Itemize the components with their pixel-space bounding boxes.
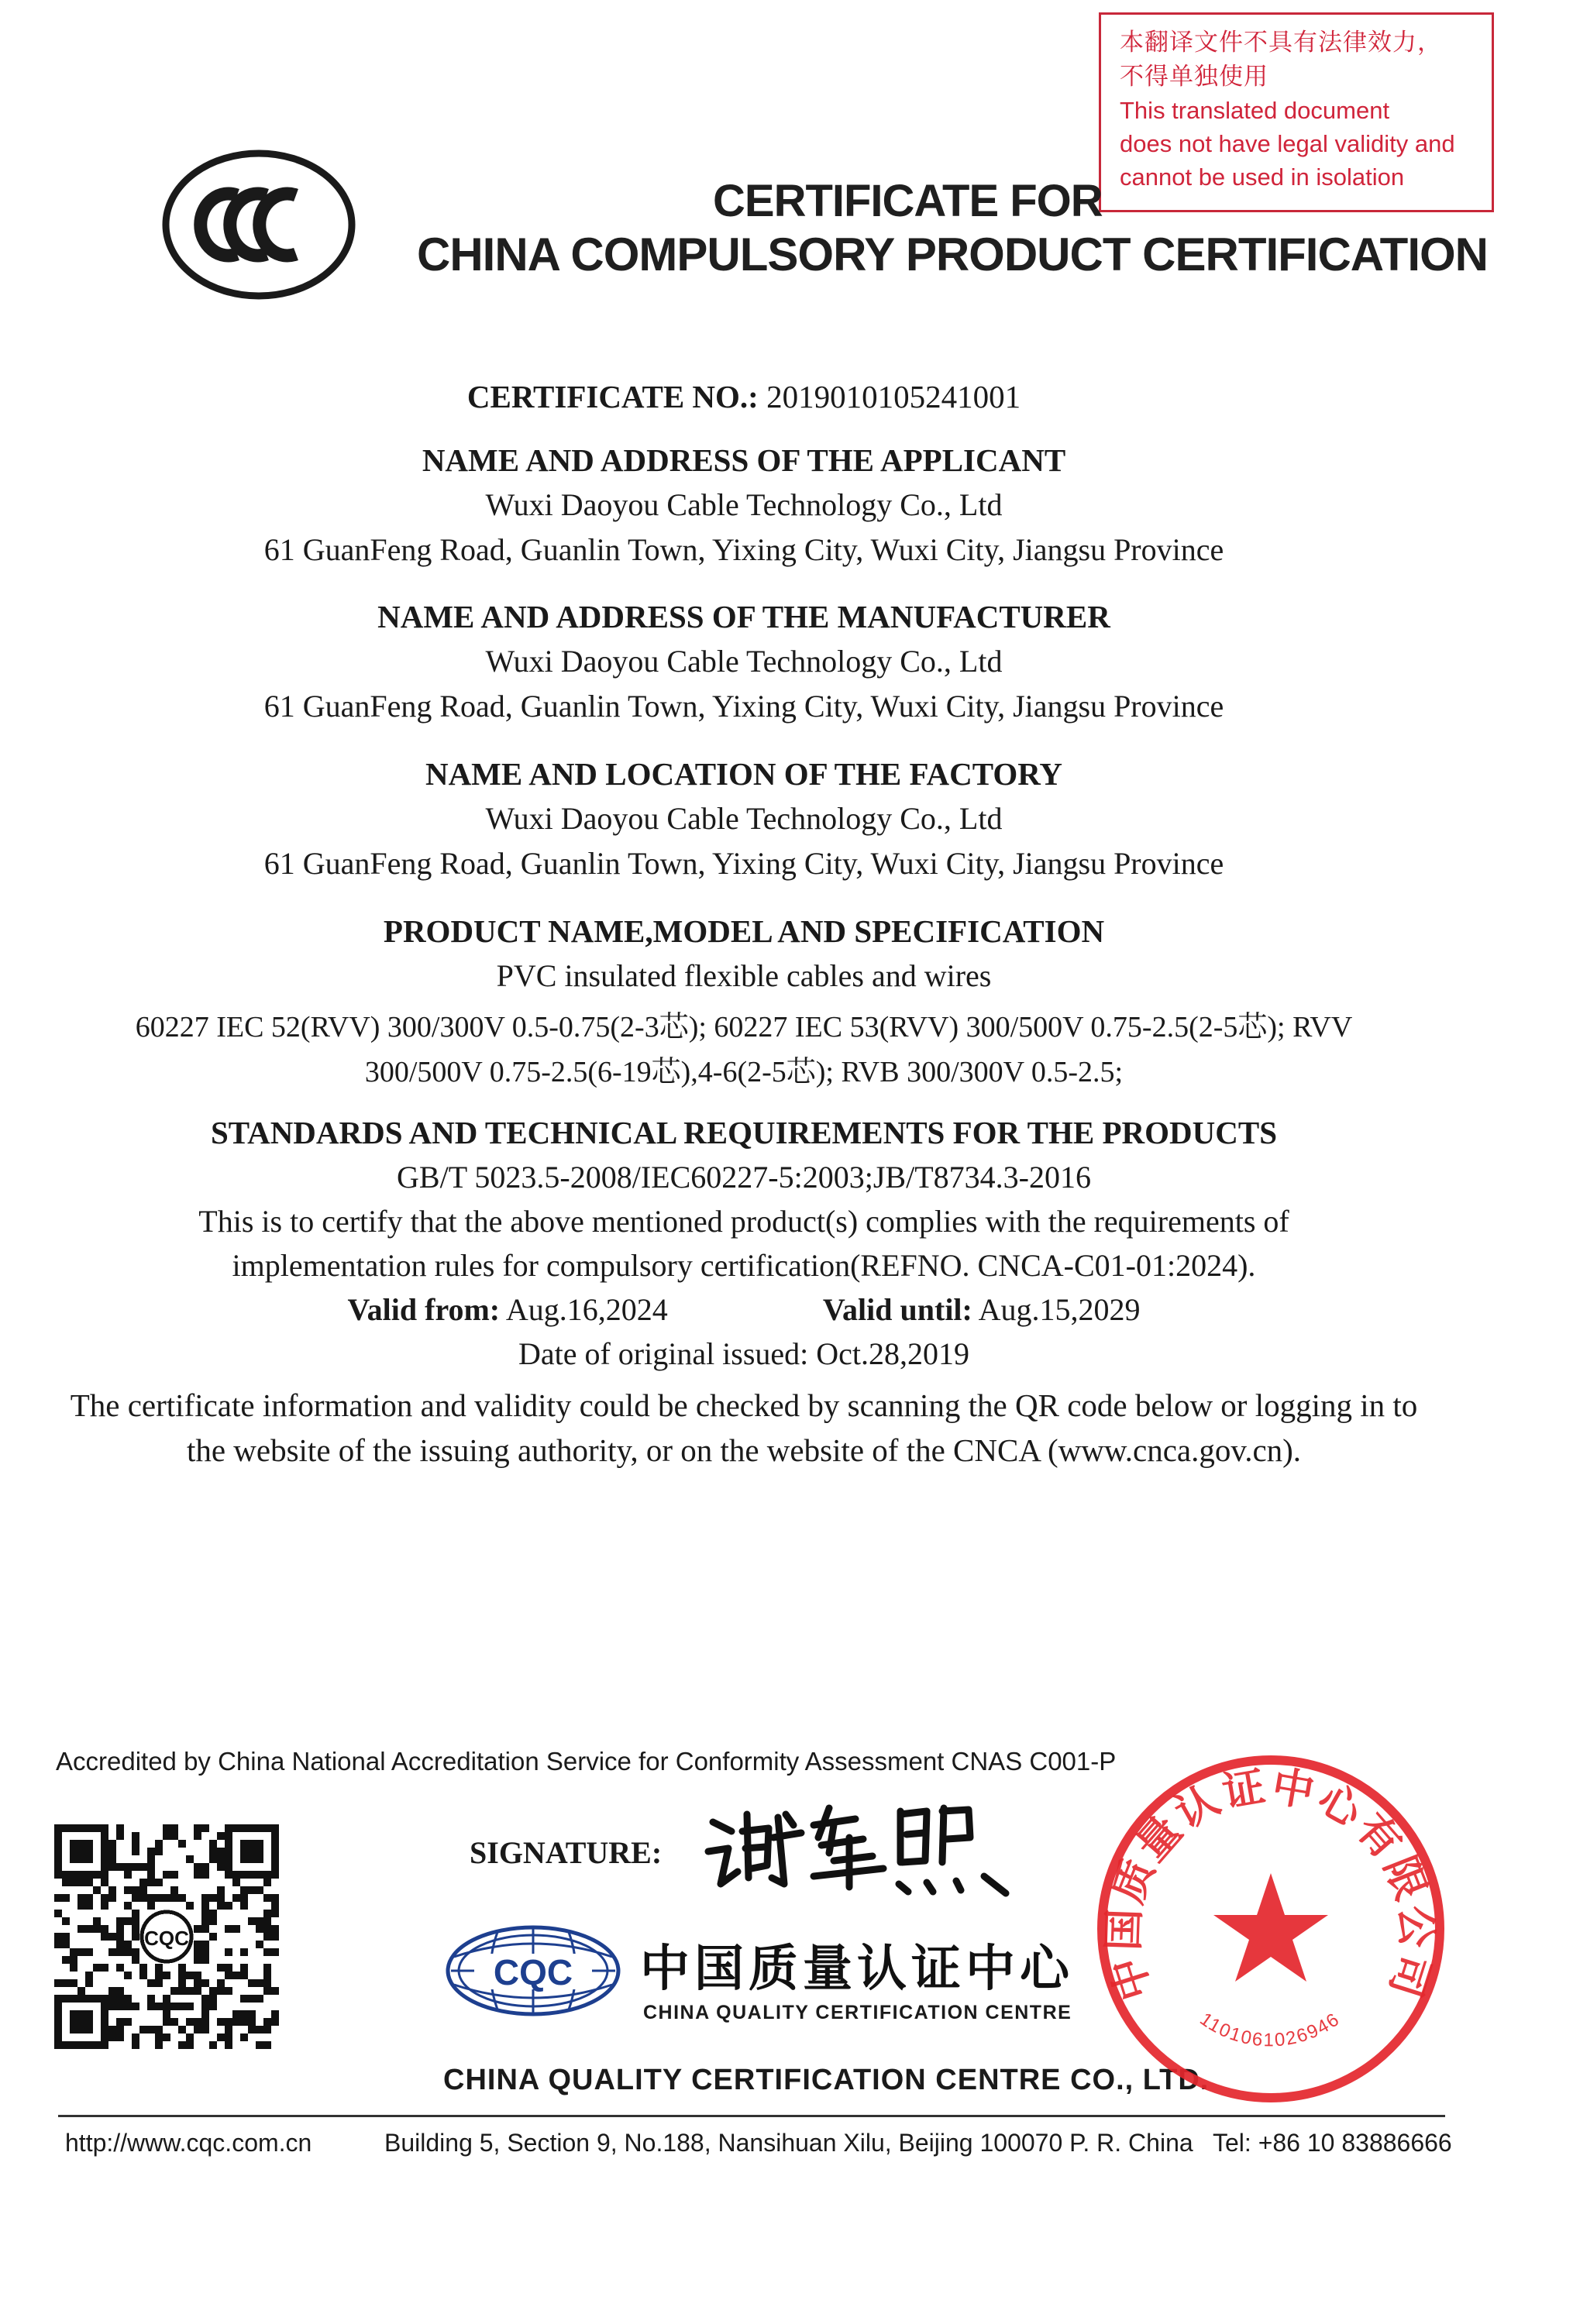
verification-line-2: the website of the issuing authority, or on the website of the CNCA (www.cnca.gov.cn). [186,1432,1302,1468]
handwritten-signature [697,1791,1023,1899]
cqc-name-chinese: 中国质量认证中心 [640,1941,1074,1998]
footer-website-link[interactable]: http://www.cqc.com.cn [65,2129,312,2157]
disclaimer-cn-line-1: 本翻译文件不具有法律效力， [1120,29,1442,56]
title-line-2: CHINA COMPULSORY PRODUCT CERTIFICATION [417,229,1488,280]
footer-telephone: Tel: +86 10 83886666 [1213,2129,1452,2157]
certification-statement-line-1: This is to certify that the above mentioned product(s) complies with the requirements of [198,1204,1289,1239]
signature-label: SIGNATURE: [470,1835,663,1870]
valid-from-value: Aug.16,2024 [505,1292,668,1327]
footer-divider [58,2115,1445,2117]
certificate-number-value: 2019010105241001 [766,379,1021,414]
valid-until-label: Valid until: [822,1292,972,1327]
verification-line-1: The certificate information and validity could be checked by scanning the QR code below or logging in to [70,1387,1418,1423]
factory-heading: NAME AND LOCATION OF THE FACTORY [425,756,1063,792]
product-heading: PRODUCT NAME,MODEL AND SPECIFICATION [383,913,1105,949]
disclaimer-en-line-2: does not have legal validity and [1120,130,1455,157]
applicant-heading: NAME AND ADDRESS OF THE APPLICANT [422,442,1066,478]
translation-disclaimer-box [1099,12,1494,212]
footer-address: Building 5, Section 9, No.188, Nansihuan Xilu, Beijing 100070 P. R. China [384,2129,1193,2157]
standards-heading: STANDARDS AND TECHNICAL REQUIREMENTS FOR THE PRODUCTS [210,1115,1278,1150]
disclaimer-en-line-1: This translated document [1120,97,1390,124]
validity-row [0,1291,1488,1328]
manufacturer-heading: NAME AND ADDRESS OF THE MANUFACTURER [377,599,1110,634]
cqc-logo-text: CQC [493,1952,573,1992]
seal-star-icon [1213,1873,1328,1982]
accreditation-text: Accredited by China National Accreditation Service for Conformity Assessment CNAS C001-P [56,1747,1117,1776]
standards-list: GB/T 5023.5-2008/IEC60227-5:2003;JB/T8734.3-2016 [397,1160,1091,1195]
seal-number: 1101061026946 [1196,2008,1344,2051]
cqc-logo-icon [443,1923,623,2019]
official-seal-stamp [1085,1743,1457,2115]
product-spec-line-1: 60227 IEC 52(RVV) 300/300V 0.5-0.75(2-3芯); 60227 IEC 53(RVV) 300/500V 0.75-2.5(2-5芯); RVV [135,1011,1353,1043]
title-line-1: CERTIFICATE FOR [713,176,1103,226]
cqc-name-english: CHINA QUALITY CERTIFICATION CENTRE [643,2002,1072,2023]
valid-from-label: Valid from: [347,1292,501,1327]
manufacturer-address: 61 GuanFeng Road, Guanlin Town, Yixing City, Wuxi City, Jiangsu Province [263,689,1224,724]
applicant-address: 61 GuanFeng Road, Guanlin Town, Yixing City, Wuxi City, Jiangsu Province [263,532,1224,567]
applicant-name: Wuxi Daoyou Cable Technology Co., Ltd [485,487,1003,522]
qr-center-logo-text: CQC [144,1927,189,1950]
ccc-logo-icon [161,149,356,301]
valid-until-value: Aug.15,2029 [978,1292,1141,1327]
certificate-number-label: CERTIFICATE NO.: [466,379,759,414]
factory-address: 61 GuanFeng Road, Guanlin Town, Yixing City, Wuxi City, Jiangsu Province [263,846,1224,881]
qr-code-icon[interactable] [54,1824,279,2049]
disclaimer-en-line-3: cannot be used in isolation [1120,163,1405,191]
seal-text: 中国质量认证中心有限公司 [1099,1761,1441,2006]
product-spec-line-2: 300/500V 0.75-2.5(6-19芯),4-6(2-5芯); RVB 300/300V 0.5-2.5; [364,1056,1124,1088]
certification-statement-line-2: implementation rules for compulsory certification(REFNO. CNCA-C01-01:2024). [232,1248,1256,1283]
certificate-number-row [0,378,1488,415]
disclaimer-cn-line-2: 不得单独使用 [1120,63,1268,90]
original-issue-date: Date of original issued: Oct.28,2019 [518,1336,970,1371]
svg-text:1101061026946 [1196,2009,1344,2051]
issuing-company-name: CHINA QUALITY CERTIFICATION CENTRE CO., LTD. [443,2064,1210,2096]
factory-name: Wuxi Daoyou Cable Technology Co., Ltd [485,801,1003,836]
product-name: PVC insulated flexible cables and wires [496,958,992,993]
manufacturer-name: Wuxi Daoyou Cable Technology Co., Ltd [485,644,1003,679]
